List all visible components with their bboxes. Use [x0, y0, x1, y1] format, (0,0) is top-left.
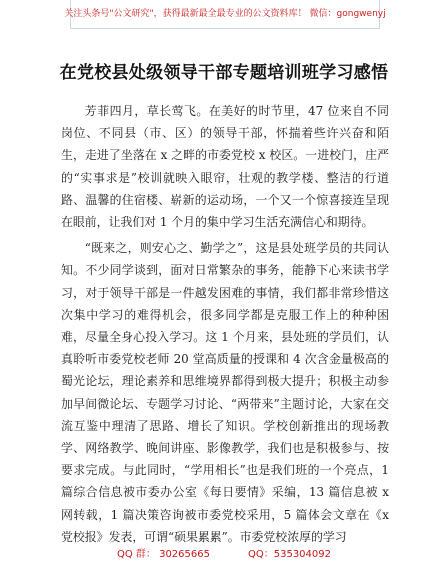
header-promo-text: 关注头条号"公文研究"，获得最新最全最专业的公文资料库！ 微信：gongwenyj — [64, 8, 386, 19]
document-title: 在党校县处级领导干部专题培训班学习感悟 — [59, 63, 389, 83]
footer-qq-group: QQ 群： 30265665 — [116, 549, 210, 560]
document-body — [61, 100, 389, 552]
body-paragraph: 芳菲四月，草长莺飞。在美好的时节里，47 位来自不同岗位、不同县（市、区）的领导干部，怀揣着些许兴奋和陌生，走进了坐落在 x 之畔的市委党校 x 校区。一进校门，庄严的“实事求是”校训就映入眼帘，壮观的教学楼、整洁的行道路、温馨的住宿楼、崭新的运动场，一个又一个惊喜接连呈现在眼前，让我们对 1 个月的集中学习生活充满信心和期待。 — [61, 104, 389, 230]
header-banner — [64, 0, 386, 29]
body-paragraph: “既来之，则安心之、勤学之”，这是县处班学员的共同认知。不少同学谈到，面对日常繁杂的事务，能静下心来读书学习，对于领导干部是一件越发困难的事情，我们都非常珍惜这次集中学习的难得机会，很多同学都是克服工作上的种种困难，尽量全身心投入学习。这 1 个月来，县处班的学员们，认真聆听市委党校老师 20 堂高质量的授课和 4 次含金量极高的蜀光论坛，理论素养和思维境界都得到极大提升；积极主动参加早间微论坛、专题学习讨论、“两带来”主题讨论，大家在交流互鉴中理清了思路、增长了知识。学校创新推出的现场教学、网络教学、晚间讲座、影像教学，我们也是积极参与、按要求完成。与此同时，“学用相长”也是我们班的一个亮点，1 篇综合信息被市委办公室《每日要情》采编，13 篇信息被 x 网转载，1 篇决策咨询被市委党校采用，5 篇体会文章在《x 党校报》发表，可谓“硕果累累”。市委党校浓厚的学习 — [61, 241, 389, 544]
footer-qq: QQ：535304092 — [247, 549, 331, 560]
footer — [0, 545, 448, 560]
